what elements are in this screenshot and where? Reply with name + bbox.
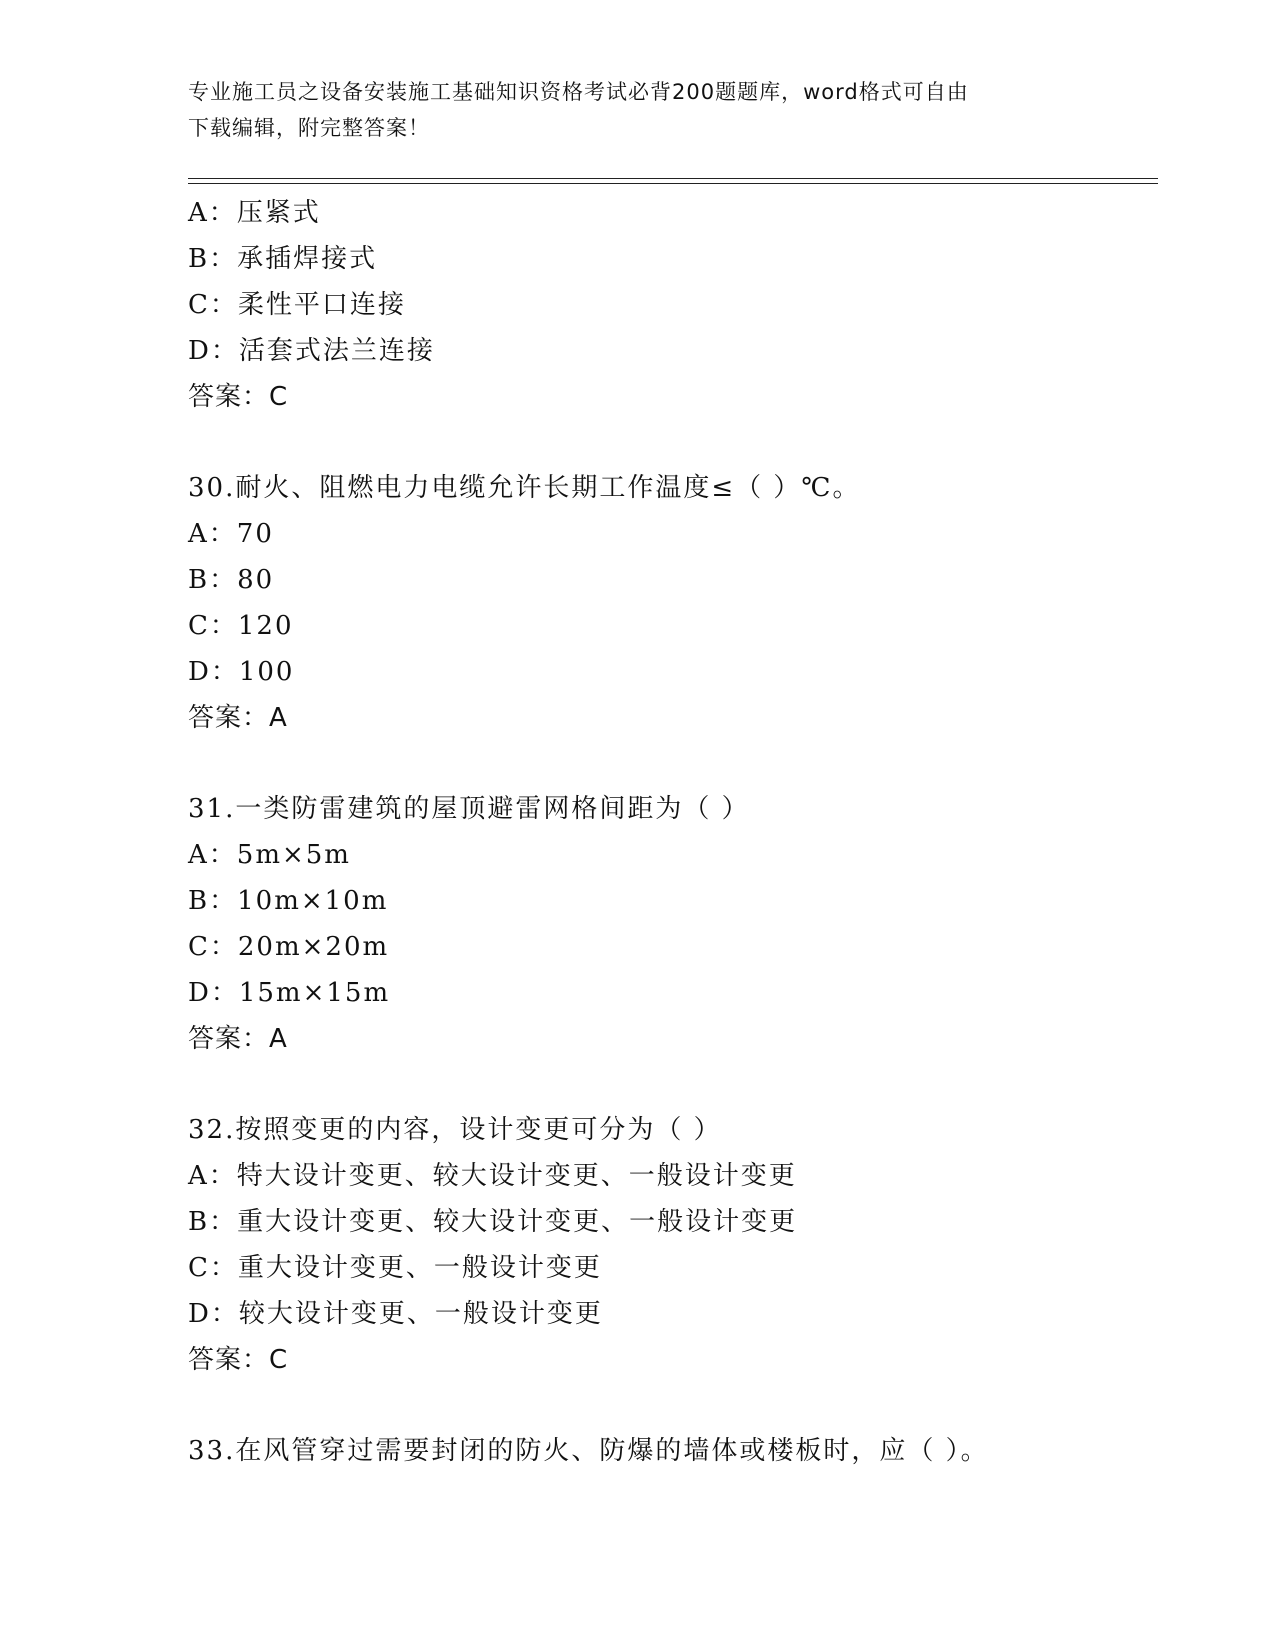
option-d: D：活套式法兰连接: [188, 336, 435, 366]
option-c: C：柔性平口连接: [188, 290, 406, 320]
question-text: 32.按照变更的内容，设计变更可分为（ ）: [188, 1115, 722, 1145]
option-b: B：10m×10m: [188, 886, 389, 916]
question-text: 31.一类防雷建筑的屋顶避雷网格间距为（ ）: [188, 794, 750, 824]
answer: 答案：C: [188, 382, 289, 412]
header-rule-bottom: [188, 183, 1158, 184]
question-list: [188, 190, 1148, 1474]
answer: 答案：A: [188, 703, 288, 733]
option-d: D：100: [188, 657, 295, 687]
header-line-1: 专业施工员之设备安装施工基础知识资格考试必背200题题库，word格式可自由: [188, 80, 969, 104]
option-c: C：20m×20m: [188, 932, 390, 962]
question-block-30: [188, 465, 1148, 741]
question-block-29: [188, 190, 1148, 420]
option-b: B：重大设计变更、较大设计变更、一般设计变更: [188, 1207, 798, 1237]
option-b: B：承插焊接式: [188, 244, 378, 274]
option-d: D：较大设计变更、一般设计变更: [188, 1299, 603, 1329]
document-header: [188, 74, 1068, 146]
answer: 答案：C: [188, 1345, 289, 1375]
answer: 答案：A: [188, 1024, 288, 1054]
question-block-31: [188, 786, 1148, 1062]
option-c: C：重大设计变更、一般设计变更: [188, 1253, 602, 1283]
option-a: A：70: [188, 519, 274, 549]
option-c: C：120: [188, 611, 294, 641]
option-a: A：特大设计变更、较大设计变更、一般设计变更: [188, 1161, 797, 1191]
option-b: B：80: [188, 565, 275, 595]
question-text: 33.在风管穿过需要封闭的防火、防爆的墙体或楼板时，应（ ）。: [188, 1436, 989, 1466]
question-text: 30.耐火、阻燃电力电缆允许长期工作温度≤（ ）℃。: [188, 473, 861, 503]
header-rule-top: [188, 178, 1158, 179]
header-line-2: 下载编辑，附完整答案！: [188, 116, 430, 140]
option-a: A：压紧式: [188, 198, 321, 228]
option-a: A：5m×5m: [188, 840, 351, 870]
question-block-33: [188, 1428, 1148, 1474]
option-d: D：15m×15m: [188, 978, 391, 1008]
question-block-32: [188, 1107, 1148, 1383]
